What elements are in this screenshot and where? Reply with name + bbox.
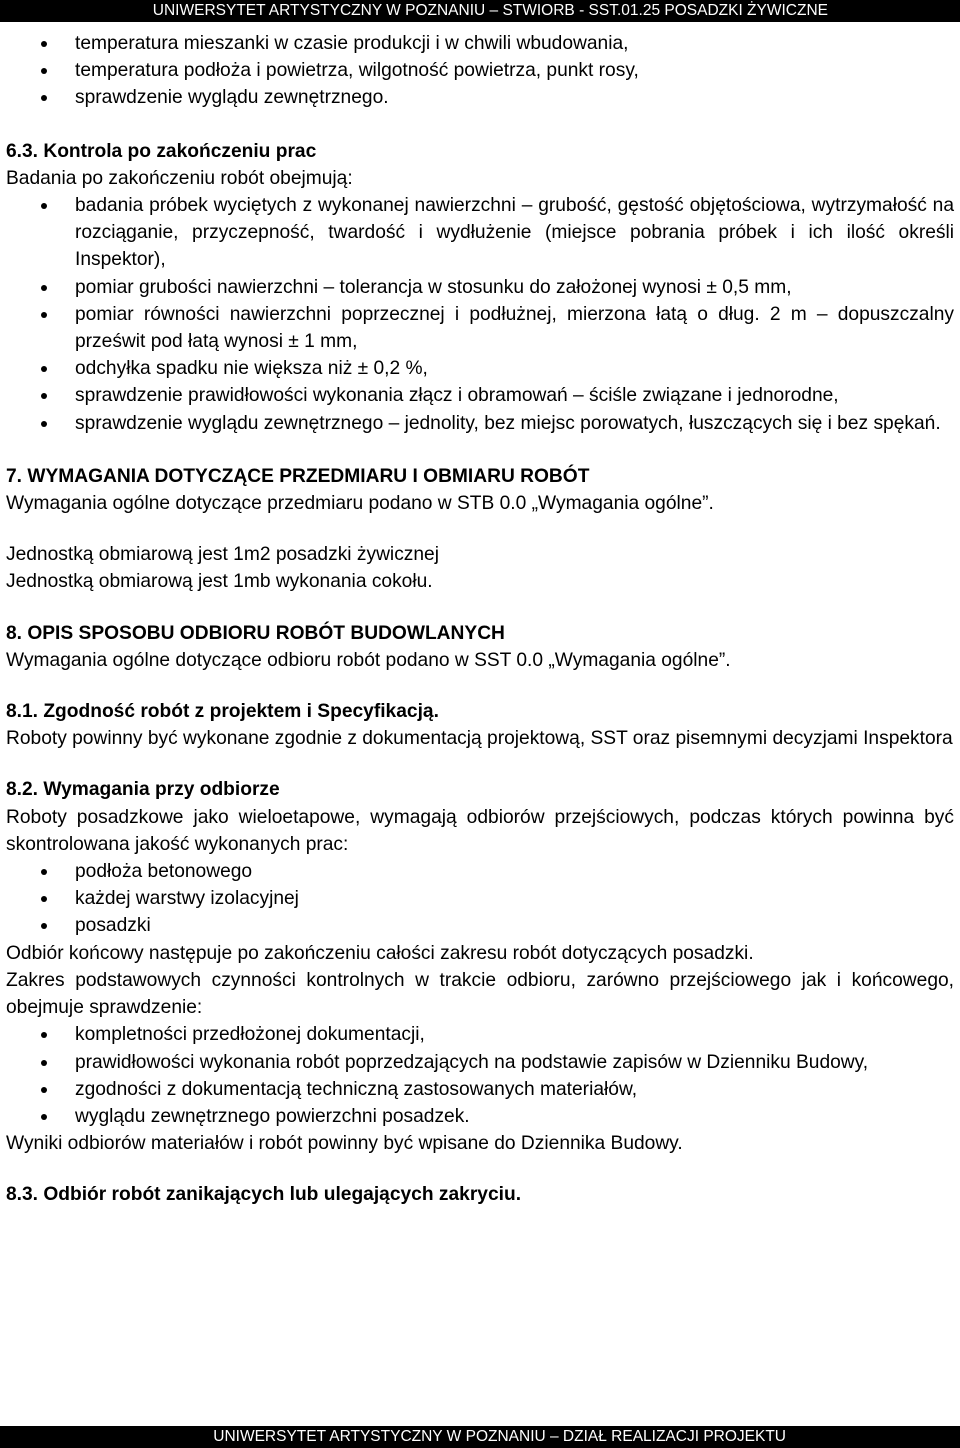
list-item: odchyłka spadku nie większa niż ± 0,2 %, [6,355,954,382]
section-8-2-list-2 [6,1021,954,1130]
page-header [0,0,960,22]
section-6-3-title: 6.3. Kontrola po zakończeniu prac [6,140,317,162]
section-8-2-text-4: Wyniki odbiorów materiałów i robót powinny być wpisane do Dziennika Budowy. [6,1133,683,1155]
footer-text: UNIWERSYTET ARTYSTYCZNY W POZNANIU – DZIAŁ REALIZACJI PROJEKTU [213,1428,786,1445]
section-8-2-list-1 [6,858,954,940]
section-7-unit-2: Jednostką obmiarową jest 1mb wykonania cokołu. [6,571,433,593]
list-item: temperatura mieszanki w czasie produkcji i w chwili wbudowania, [6,30,954,57]
list-item: zgodności z dokumentacją techniczną zastosowanych materiałów, [6,1076,954,1103]
section-8-2-text-2: Odbiór końcowy następuje po zakończeniu całości zakresu robót dotyczących posadzki. [6,942,754,964]
list-item: sprawdzenie wyglądu zewnętrznego – jednolity, bez miejsc porowatych, łuszczących się i bez spękań. [6,410,954,437]
list-item: pomiar grubości nawierzchni – tolerancja w stosunku do założonej wynosi ± 0,5 mm, [6,274,954,301]
section-8-1-title: 8.1. Zgodność robót z projektem i Specyfikacją. [6,701,439,723]
section-8-2-text-1: Roboty posadzkowe jako wieloetapowe, wymagają odbiorów przejściowych, podczas których powinna być skontrolowana jakość wykonanych prac: [6,806,954,855]
list-item: wyglądu zewnętrznego powierzchni posadzek. [6,1103,954,1130]
list-item: badania próbek wyciętych z wykonanej nawierzchni – grubość, gęstość objętościowa, wytrzymałość na rozciąganie, przyczepność, twardość i wydłużenie (miejsce pobrania próbek i ich ilość określi Inspektor), [6,192,954,274]
list-item: posadzki [6,912,954,939]
section-8-1-text: Roboty powinny być wykonane zgodnie z dokumentacją projektową, SST oraz pisemnymi decyzjami Inspektora [6,728,953,750]
section-8-2-title: 8.2. Wymagania przy odbiorze [6,779,280,801]
section-8-2-text-3: Zakres podstawowych czynności kontrolnych w trakcie odbioru, zarówno przejściowego jak i końcowego, obejmuje sprawdzenie: [6,969,954,1019]
list-item: sprawdzenie wyglądu zewnętrznego. [6,84,954,111]
list-item: podłoża betonowego [6,858,954,885]
section-8-text: Wymagania ogólne dotyczące odbioru robót podano w SST 0.0 „Wymagania ogólne”. [6,649,731,671]
document-body [6,30,954,1209]
list-item: pomiar równości nawierzchni poprzecznej i podłużnej, mierzona łatą o dług. 2 m – dopuszczalny prześwit pod łatą wynosi ± 1 mm, [6,301,954,355]
section-7-unit-1: Jednostką obmiarową jest 1m2 posadzki żywicznej [6,544,439,566]
section-7-title: 7. WYMAGANIA DOTYCZĄCE PRZEDMIARU I OBMIARU ROBÓT [6,465,590,487]
section-8-title: 8. OPIS SPOSOBU ODBIORU ROBÓT BUDOWLANYCH [6,622,505,644]
section-6-3-list [6,192,954,437]
list-item: kompletności przedłożonej dokumentacji, [6,1021,954,1048]
header-text: UNIWERSYTET ARTYSTYCZNY W POZNANIU – STWIORB - SST.01.25 POSADZKI ŻYWICZNE [152,2,828,19]
list-item: sprawdzenie prawidłowości wykonania złącz i obramowań – ściśle związane i jednorodne, [6,382,954,409]
section-6-3-lead: Badania po zakończeniu robót obejmują: [6,167,353,189]
list-item: prawidłowości wykonania robót poprzedzających na podstawie zapisów w Dzienniku Budowy, [6,1049,954,1076]
list-item: temperatura podłoża i powietrza, wilgotność powietrza, punkt rosy, [6,57,954,84]
list-item: każdej warstwy izolacyjnej [6,885,954,912]
section-7-text: Wymagania ogólne dotyczące przedmiaru podano w STB 0.0 „Wymagania ogólne”. [6,493,714,515]
page-footer [0,1426,960,1448]
section-8-3-title: 8.3. Odbiór robót zanikających lub ulegających zakryciu. [6,1184,522,1206]
intro-list [6,30,954,112]
